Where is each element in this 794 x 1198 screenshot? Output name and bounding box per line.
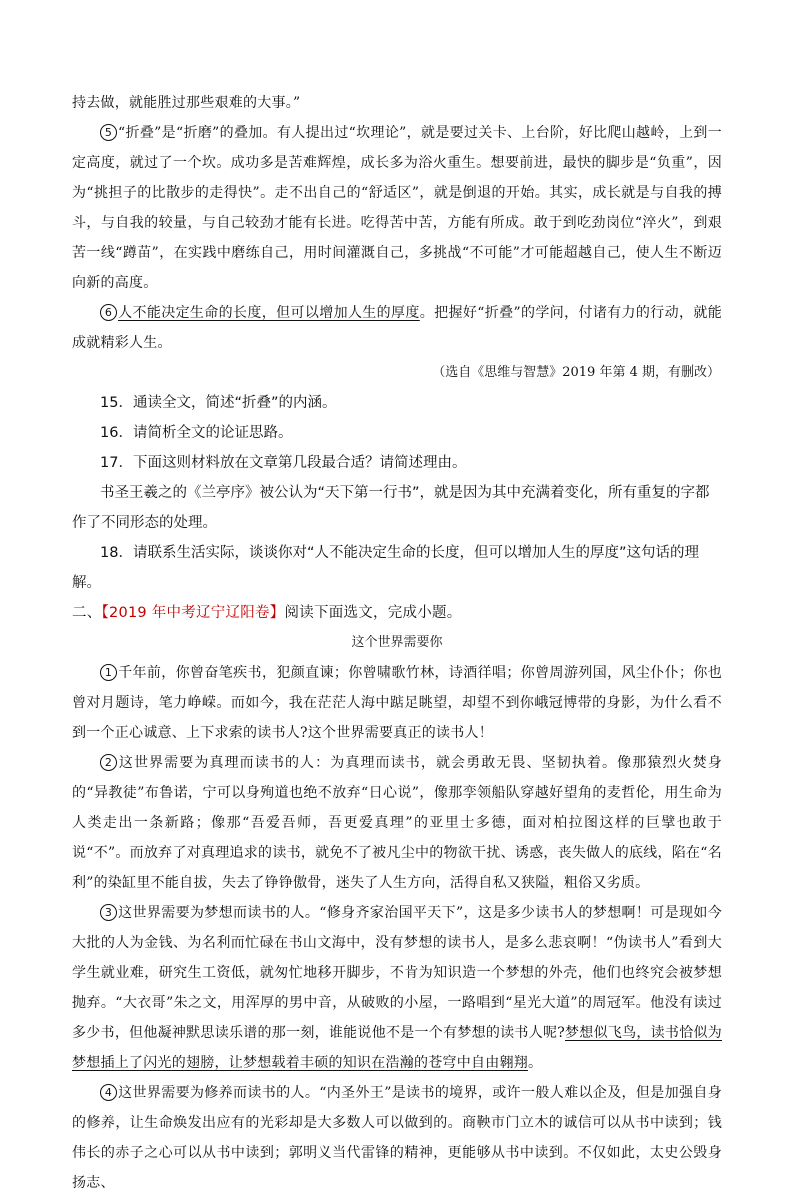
article-title: 这个世界需要你 bbox=[351, 635, 443, 650]
section-prefix: 二、 bbox=[72, 605, 102, 621]
question-17-material: 书圣王羲之的《兰亭序》被公认为“天下第一行书”，就是因为其中充满着变化，所有重复的字都作了不同形态的处理。 bbox=[72, 485, 710, 531]
article-underlined-sentence: 梦想似飞鸟，读书恰似为梦想插上了闪光的翅膀，让梦想载着丰硕的知识在浩瀚的苍穹中自由翱翔 bbox=[72, 1025, 722, 1071]
article-paragraph-3 bbox=[72, 898, 722, 1078]
article-paragraph-4 bbox=[72, 1078, 722, 1198]
paragraph-number-2: 2 bbox=[100, 754, 117, 771]
paragraph-5 bbox=[72, 118, 722, 298]
article-paragraph-2 bbox=[72, 748, 722, 898]
paragraph-number-4: 4 bbox=[100, 1084, 117, 1101]
underlined-sentence: 人不能决定生命的长度，但可以增加人生的厚度 bbox=[118, 305, 420, 321]
article-paragraph-3-text: 这世界需要为梦想而读书的人。“修身齐家治国平天下”，这是多少读书人的梦想啊！可是现如今大批的人为金钱、为名利而忙碌在书山文海中，没有梦想的读书人，是多么悲哀啊！“伪读书人”看到大学生就业难，研究生工资低，就匆忙地移开脚步，不肯为知识造一个梦想的外壳，他们也终究会被梦想抛弃。“大衣哥”朱之文，用浑厚的男中音，从破败的小屋，一路唱到“星光大道”的周冠军。他没有读过多少书，但他凝神默思读乐谱的那一刻，谁能说他不是一个有梦想的读书人呢? bbox=[72, 905, 722, 1041]
paragraph-number-5: 5 bbox=[100, 124, 117, 141]
article-paragraph-1 bbox=[72, 658, 722, 748]
paragraph-number-6: 6 bbox=[100, 304, 117, 321]
section-2-heading bbox=[72, 598, 722, 628]
question-15: 15．通读全文，简述“折叠”的内涵。 bbox=[100, 395, 337, 411]
document-page bbox=[72, 88, 722, 1198]
source-citation: （选自《思维与智慧》2019 年第 4 期，有删改） bbox=[432, 365, 720, 380]
article-paragraph-1-text: 千年前，你曾奋笔疾书，犯颜直谏；你曾啸歌竹林，诗酒徉唱；你曾周游列国，风尘仆仆；你也曾对月题诗，笔力峥嵘。而如今，我在茫茫人海中踮足眺望，却望不到你峨冠博带的身影，为什么看不到一个正心诚意、上下求索的读书人?这个世界需要真正的读书人！ bbox=[72, 665, 722, 741]
paragraph-6-text: 。把握好“折叠”的学问，付诸有力的行动，就能成就精彩人生。 bbox=[72, 305, 722, 351]
section-instruction: 阅读下面选文，完成小题。 bbox=[284, 605, 462, 621]
article-paragraph-4-text: 这世界需要为修养而读书的人。“内圣外王”是读书的境界，或许一般人难以企及，但是加强自身的修养，让生命焕发出应有的光彩却是大多数人可以做到的。商鞅市门立木的诚信可以从书中读到；钱伟长的赤子之心可以从书中读到；郭明义当代雷锋的精神，更能够从书中读到。不仅如此，太史公毁身扬志、 bbox=[72, 1085, 722, 1191]
passage-intro-line: 持去做，就能胜过那些艰难的大事。” bbox=[72, 95, 301, 111]
article-paragraph-3-end: 。 bbox=[528, 1055, 543, 1071]
paragraph-6 bbox=[72, 298, 722, 358]
article-paragraph-2-text: 这世界需要为真理而读书的人：为真理而读书，就会勇敢无畏、坚韧执着。像那猿烈火焚身的“异教徒”布鲁诺，宁可以身殉道也绝不放弃“日心说”，像那孪领船队穿越好望角的麦哲伦，用生命为人类走出一条新路；像那“吾爱吾师，吾更爱真理”的亚里士多德，面对柏拉图这样的巨擘也敢于说“不”。而放弃了对真理追求的读书，就免不了被凡尘中的物欲干扰、诱惑，丧失做人的底线，陷在“名利”的染缸里不能自拔，失去了铮铮傲骨，迷失了人生方向，活得自私又狭隘，粗俗又劣质。 bbox=[72, 755, 722, 891]
paragraph-5-text: “折叠”是“折磨”的叠加。有人提出过“坎理论”，就是要过关卡、上台阶，好比爬山越岭，上到一定高度，就过了一个坎。成功多是苦难辉煌，成长多为浴火重生。想要前进，最快的脚步是“负重”，因为“挑担子的比散步的走得快”。走不出自己的“舒适区”，就是倒退的开始。其实，成长就是与自我的搏斗，与自我的较量，与自己较劲才能有长进。吃得苦中苦，方能有所成。敢于到吃劲岗位“淬火”，到艰苦一线“蹲苗”，在实践中磨练自己，用时间灌溉自己，多挑战“不可能”才可能超越自己，使人生不断迈向新的高度。 bbox=[72, 125, 722, 291]
paragraph-number-1: 1 bbox=[100, 664, 117, 681]
question-18: 18．请联系生活实际，谈谈你对“人不能决定生命的长度，但可以增加人生的厚度”这句话的理解。 bbox=[72, 545, 699, 591]
question-17: 17．下面这则材料放在文章第几段最合适？请简述理由。 bbox=[100, 455, 467, 471]
paragraph-number-3: 3 bbox=[100, 904, 117, 921]
exam-source-tag: 【2019 年中考辽宁辽阳卷】 bbox=[101, 605, 285, 621]
question-16: 16．请简析全文的论证思路。 bbox=[100, 425, 293, 441]
